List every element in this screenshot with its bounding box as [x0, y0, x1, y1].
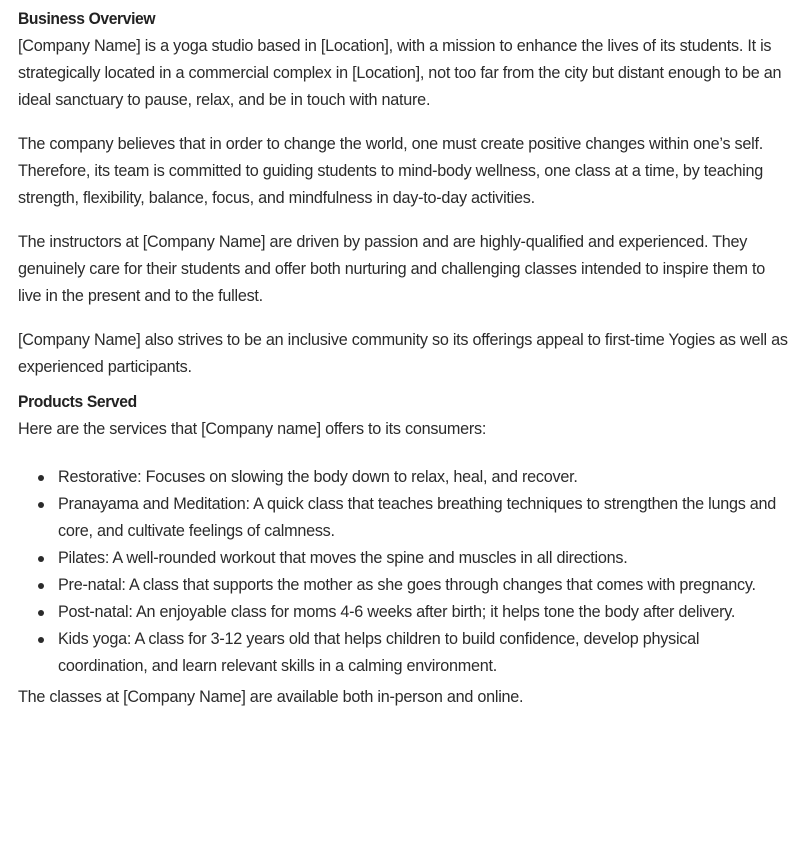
closing-paragraph: The classes at [Company Name] are available both in-person and online.	[18, 688, 524, 706]
list-item	[18, 491, 788, 545]
document	[18, 6, 788, 711]
list-item	[18, 599, 788, 626]
business-overview-heading: Business Overview	[18, 9, 156, 28]
service-text: Pre-natal: A class that supports the mother as she goes through changes that comes with pregnancy.	[58, 576, 756, 594]
products-intro: Here are the services that [Company name] offers to its consumers:	[18, 420, 487, 438]
service-text: Restorative: Focuses on slowing the body down to relax, heal, and recover.	[58, 468, 578, 486]
service-text: Kids yoga: A class for 3-12 years old that helps children to build confidence, develop physical coordination, and learn relevant skills in a calming environment.	[58, 630, 700, 675]
overview-paragraph: [Company Name] is a yoga studio based in [Location], with a mission to enhance the lives of its students. It is strategically located in a commercial complex in [Location], not too far from the city but distant enough to be an ideal sanctuary to pause, relax, and be in touch with nature.	[18, 37, 782, 109]
products-served-heading: Products Served	[18, 392, 137, 411]
bullet-icon	[38, 475, 44, 481]
service-text: Post-natal: An enjoyable class for moms 4-6 weeks after birth; it helps tone the body after delivery.	[58, 603, 736, 621]
service-text: Pilates: A well-rounded workout that moves the spine and muscles in all directions.	[58, 549, 628, 567]
overview-paragraph: The instructors at [Company Name] are driven by passion and are highly-qualified and experienced. They genuinely care for their students and offer both nurturing and challenging classes intended to inspire them to live in the present and to the fullest.	[18, 233, 765, 305]
overview-paragraph: The company believes that in order to change the world, one must create positive changes within one’s self. Therefore, its team is committed to guiding students to mind-body wellness, one class at a time, by teaching strength, flexibility, balance, focus, and mindfulness in day-to-day activities.	[18, 135, 763, 207]
list-item	[18, 572, 788, 599]
overview-paragraph: [Company Name] also strives to be an inclusive community so its offerings appeal to first-time Yogies as well as experienced participants.	[18, 331, 788, 376]
bullet-icon	[38, 583, 44, 589]
service-text: Pranayama and Meditation: A quick class that teaches breathing techniques to strengthen the lungs and core, and cultivate feelings of calmness.	[58, 495, 777, 540]
list-item	[18, 545, 788, 572]
services-list	[18, 464, 788, 680]
bullet-icon	[38, 610, 44, 616]
bullet-icon	[38, 556, 44, 562]
bullet-icon	[38, 637, 44, 643]
list-item	[18, 626, 788, 680]
list-item	[18, 464, 788, 491]
bullet-icon	[38, 502, 44, 508]
